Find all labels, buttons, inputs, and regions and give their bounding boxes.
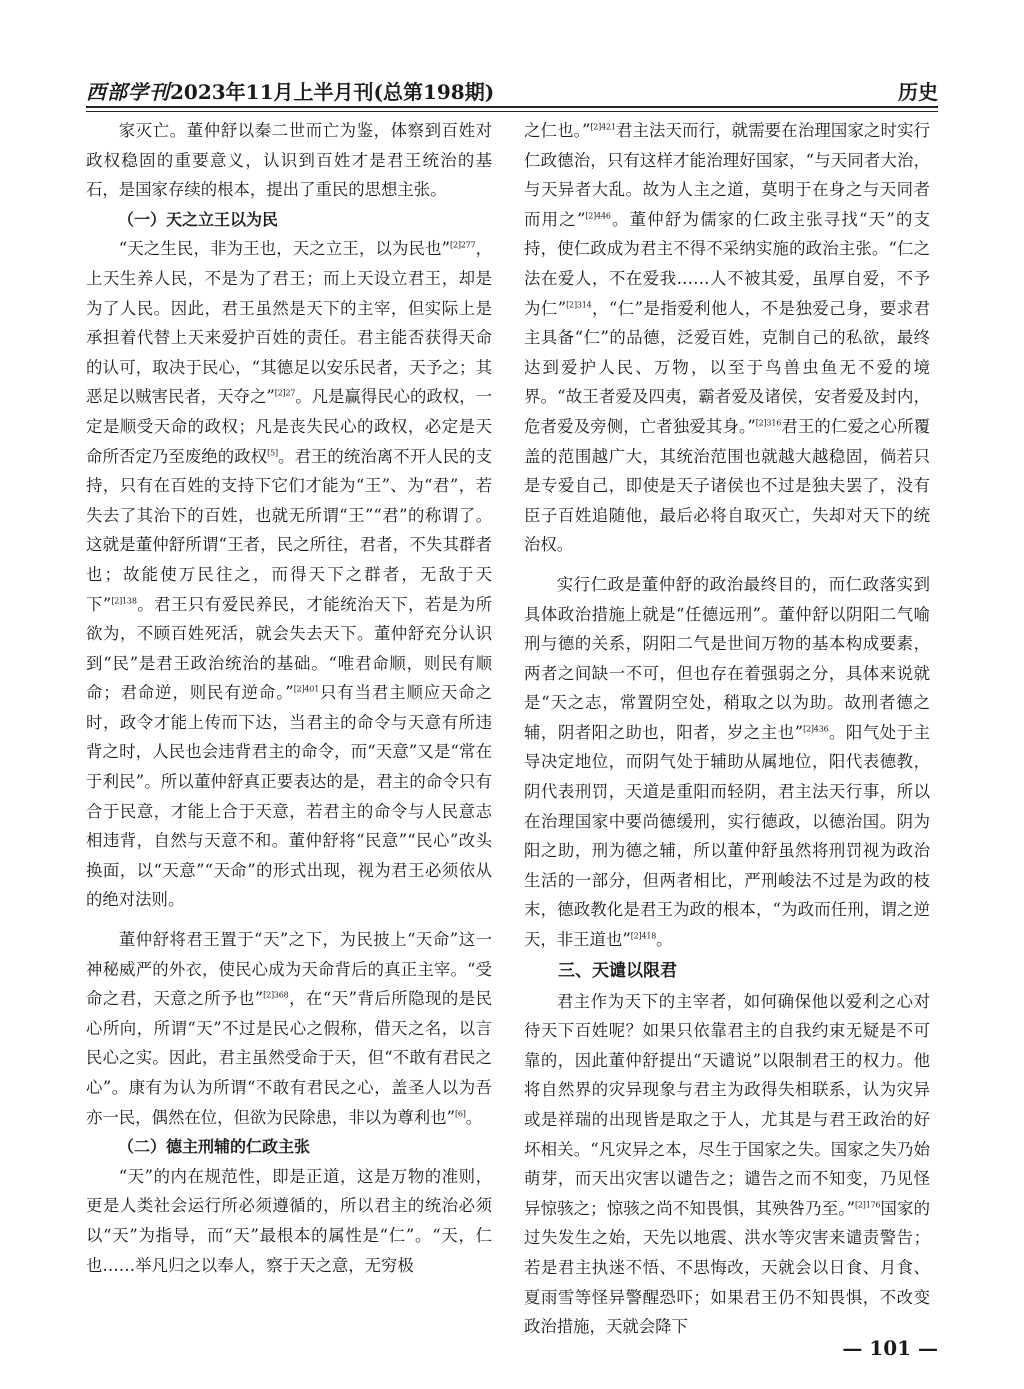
citation: [6] [454,1109,466,1119]
section-name: 历史 [898,80,938,104]
paragraph: 之仁也。”$^{[2]421}$君主法天而行，就需要在治理国家之时实行仁政德治，只有这样才能治理好国家，“与天同者大治，与天异者大乱。故为人主之道，莫明于在身之与天同者而用之”$^{[2]446}$。董仲舒为儒家的仁政主张寻找“天”的支持，使仁政成为君主不得不采纳实施的政治主张。“仁之法在爱人，不在爱我……人不被其爱，虽厚自爱，不予为仁”$^{[2]314}$，“仁”是指爱利他人，不是独爱己身，要求君主具备“仁”的品德，泛爱百姓，克制自己的私欲，最终达到爱护人民、万物，以至于鸟兽虫鱼无不爱的境界。“故王者爱及四夷，霸者爱及诸侯，安者爱及封内，危者爱及旁侧，亡者独爱其身。”$^{[2]316}$君王的仁爱之心所覆盖的范围越广大，其统治范围也就越大越稳固，倘若只是专爱自己，即使是天子诸侯也不过是独夫罢了，没有臣子百姓追随他，最后必将自取灭亡，失却对天下的统治权。 [524,121,930,555]
citation: [2]314 [566,300,592,310]
right-column [524,116,930,1342]
citation: [2]277 [450,240,476,250]
paragraph: 家灭亡。董仲舒以秦二世而亡为鉴，体察到百姓对政权稳固的重要意义，认识到百姓才是君王统治的基石，是国家存续的根本，提出了重民的思想主张。 [86,121,492,200]
citation: [2]436 [803,724,829,734]
citation: [5] [267,448,278,458]
paragraph: “天”的内在规范性，即是正道，这是万物的准则，更是人类社会运行所必须遵循的，所以君主的统治必须以“天”为指导，而“天”最根本的属性是“仁”。“天，仁也……举凡归之以奉人，察于天之意，无穷极 [86,1166,492,1275]
citation: [2]316 [755,418,782,428]
paragraph: 实行仁政是董仲舒的政治最终目的，而仁政落实到具体政治措施上就是“任德远刑”。董仲舒以阴阳二气喻刑与德的关系，阴阳二气是世间万物的基本构成要素，两者之间缺一不可，但也存在着强弱之分，具体来说就是“天之志，常置阴空处，稍取之以为助。故刑者德之辅，阴者阳之助也，阳者，岁之主也”$^{[2]436}$。阳气处于主导决定地位，而阴气处于辅助从属地位，阳代表德教，阴代表刑罚，天道是重阳而轻阴，君主法天行事，所以在治理国家中要尚德缓刑，实行德政，以德治国。阴为阳之助，刑为德之辅，所以董仲舒虽然将刑罚视为政治生活的一部分，但两者相比，严刑峻法不过是为政的枝末，德政教化是君王为政的根本，“为政而任刑，谓之逆天，非王道也”$^{[2]418}$。 [524,574,930,950]
citation: [2]446 [585,211,611,221]
citation: [2]421 [590,122,616,132]
header-rule-thin [86,111,938,112]
page-number: — 101 — [842,1336,938,1360]
subsection-heading: （一）天之立王以为民 [118,209,279,229]
section-heading: 三、天谴以限君 [558,960,677,981]
header-rule [86,106,938,108]
left-column [86,116,492,1280]
paragraph: 董仲舒将君王置于“天”之下，为民披上“天命”这一神秘威严的外衣，使民心成为天命背后的真正主宰。“受命之君，天意之所予也”$^{[2]368}$，在“天”背后所隐现的是民心所向，所谓“天”不过是民心之假称，借天之名，以言民心之实。因此，君主虽然受命于天，但“不敢有君民之心”。康有为认为所谓“不敢有君民之心，盖圣人以为吾亦一民，偶然在位，但欲为民除患，非以为尊利也”[6]。 [86,930,492,1127]
paragraph: 君主作为天下的主宰者，如何确保他以爱利之心对待天下百姓呢？如果只依靠君主的自我约束无疑是不可靠的，因此董仲舒提出“天谴说”以限制君王的权力。他将自然界的灾异现象与君主为政得失相联系，认为灾异或是祥瑞的出现皆是取之于人，尤其是与君王政治的好坏相关。“凡灾异之本，尽生于国家之失。国家之失乃始萌芽，而天出灾害以谴告之；谴告之而不知变，乃见怪异惊骇之；惊骇之尚不知畏惧，其殃咎乃至。”$^{[2]176}$国家的过失发生之始，天先以地震、洪水等灾害来谴责警告；若是君主执迷不悟、不思悔改，天就会以日食、月食、夏雨雪等怪异警醒恐吓；如果君王仍不知畏惧，不改变政治措施，天就会降下 [524,991,930,1337]
running-header [86,72,938,106]
journal-title [86,76,494,105]
citation: [2]138 [111,596,137,606]
citation: [2]368 [263,990,289,1000]
citation: [2]418 [630,931,657,941]
citation: [2]27 [274,388,296,398]
subsection-heading: （二）德主刑辅的仁政主张 [118,1137,311,1157]
journal-issue: 2023年11月上半月刊(总第198期) [170,80,495,104]
paragraph: “天之生民，非为王也，天之立王，以为民也”$^{[2]277}$，上天生养人民，不是为了君王；而上天设立君王，却是为了人民。因此，君王虽然是天下的主宰，但实际上是承担着代替上天来爱护百姓的责任。君主能否获得天命的认可，取决于民心，“其德足以安乐民者，天予之；其恶足以贼害民者，天夺之”$^{[2]27}$。凡是赢得民心的政权，一定是顺受天命的政权；凡是丧失民心的政权，必定是天命所否定乃至废绝的政权[5]。君王的统治离不开人民的支持，只有在百姓的支持下它们才能为“王”、为“君”，若失去了其治下的百姓，也就无所谓“王”“君”的称谓了。这就是董仲舒所谓“王者，民之所往，君者，不失其群者也；故能使万民往之，而得天下之群者，无敌于天下”$^{[2]138}$。君王只有爱民养民，才能统治天下，若是为所欲为，不顾百姓死活，就会失去天下。董仲舒充分认识到“民”是君王政治统治的基础。“唯君命顺，则民有顺命；君命逆，则民有逆命。”$^{[2]401}$只有当君主顺应天命之时，政令才能上传而下达，当君主的命令与天意有所违背之时，人民也会违背君主的命令，而“天意”又是“常在于利民”。所以董仲舒真正要表达的是，君主的命令只有合于民意，才能上合于天意，若君主的命令与人民意志相违背，自然与天意不和。董仲舒将“民意”“民心”改头换面，以“天意”“天命”的形式出现，视为君王必须依从的绝对法则。 [86,239,493,910]
journal-logo: 西部学刊 [86,80,170,104]
citation: [2]401 [293,684,320,694]
citation: [2]176 [854,1200,881,1210]
